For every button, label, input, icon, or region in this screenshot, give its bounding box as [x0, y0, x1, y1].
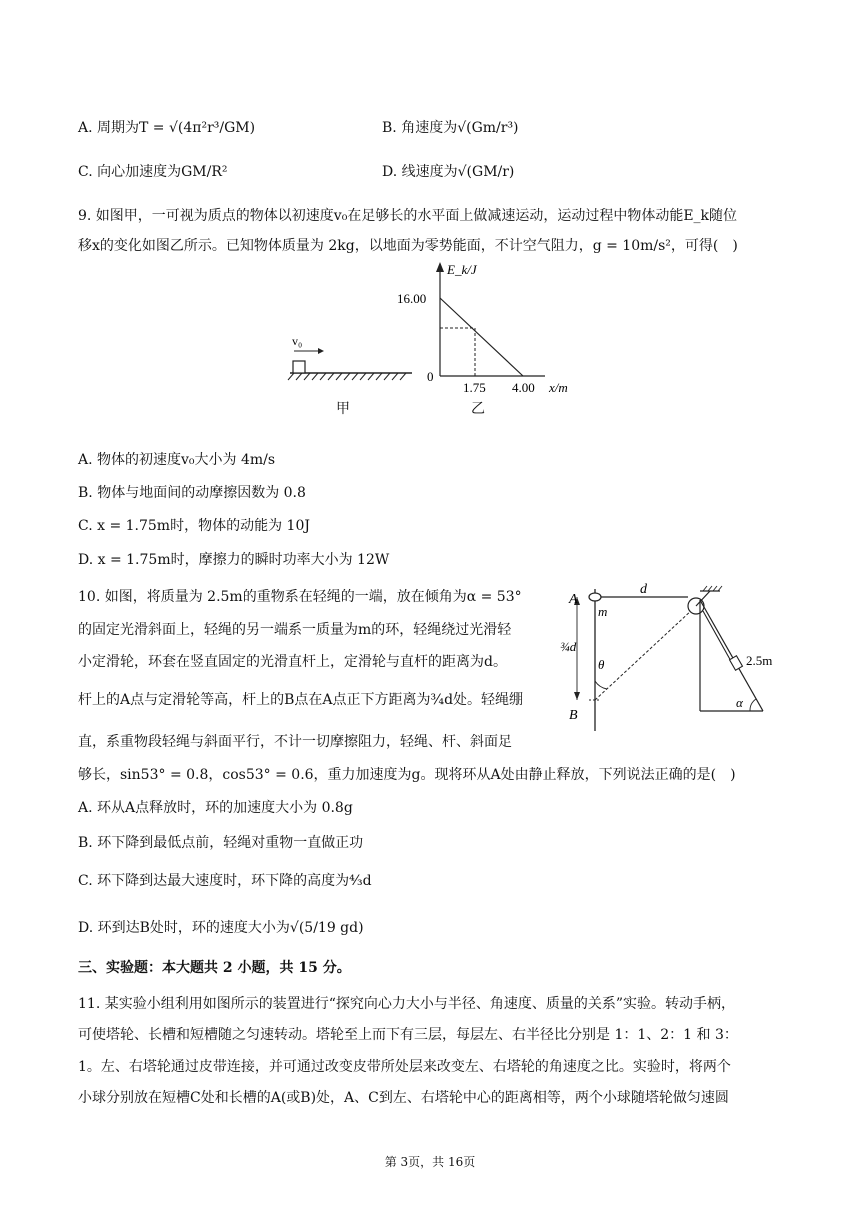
v0-label: v₀: [292, 334, 303, 348]
q11-line4: 小球分别放在短槽C处和长槽的A(或B)处，A、C到左、右塔轮中心的距离相等，两个小球随塔轮做匀速圆: [78, 1090, 729, 1106]
q10-stem-line3: 小定滑轮，环套在竖直固定的光滑直杆上，定滑轮与直杆的距离为d。: [78, 654, 507, 670]
q9-graph-yi: [395, 258, 605, 398]
q10-stem-line1: 10. 如图，将质量为 2.5m的重物系在轻绳的一端，放在倾角为α = 53°: [78, 589, 522, 605]
x-axis-label: x/m: [549, 380, 568, 395]
q10-option-a: A. 环从A点释放时，环的加速度大小为 0.8g: [78, 800, 353, 816]
q9-stem-line1: 9. 如图甲，一可视为质点的物体以初速度v₀在足够长的水平面上做减速运动，运动过程中物体动能E_k随位: [78, 208, 738, 224]
label-mass: 2.5m: [746, 653, 773, 668]
jia-caption: 乙: [280, 325, 281, 326]
x-tick-1-75: 1.75: [463, 380, 486, 395]
q10-stem-line2: 的固定光滑斜面上，轻绳的另一端系一质量为m的环，轻绳绕过光滑轻: [78, 622, 512, 638]
label-three-quarter-d: ¾d: [560, 639, 577, 654]
label-m: m: [598, 604, 608, 619]
q10-stem-line6: 够长，sin53° = 0.8，cos53° = 0.6，重力加速度为g。现将环从A处由静止释放，下列说法正确的是( ): [78, 767, 736, 783]
q9-option-b: B. 物体与地面间的动摩擦因数为 0.8: [78, 485, 306, 501]
page-footer: 第 3页，共 16页: [384, 1155, 476, 1169]
q11-line2: 可使塔轮、长槽和短槽随之匀速转动。塔轮至上而下有三层，每层左、右半径比分别是 1：1、2：1 和 3：: [78, 1027, 738, 1043]
label-theta: θ: [598, 657, 605, 672]
q8-option-d: D. 线速度为√(GM/r): [382, 164, 515, 180]
section-3-heading: 三、实验题：本大题共 2 小题，共 15 分。: [78, 960, 351, 976]
label-a: A: [569, 592, 578, 607]
label-b: B: [569, 708, 578, 723]
q10-option-d: D. 环到达B处时，环的速度大小为√(5/19 gd): [78, 920, 364, 936]
origin-label: 0: [427, 369, 434, 384]
q9-option-d: D. x = 1.75m时，摩擦力的瞬时功率大小为 12W: [78, 552, 390, 568]
fig-yi-label: 乙: [471, 401, 485, 417]
label-alpha: α: [736, 695, 743, 710]
block: [293, 361, 305, 373]
q10-figure: [560, 583, 790, 733]
q11-line1: 11. 某实验小组利用如图所示的装置进行“探究向心力大小与半径、角速度、质量的关系”实验。转动手柄，: [78, 996, 736, 1012]
q8-option-b: B. 角速度为√(Gm/r³): [382, 120, 519, 136]
q10-stem-line5: 直，系重物段轻绳与斜面平行，不计一切摩擦阻力，轻绳、杆、斜面足: [78, 734, 512, 750]
label-d: d: [640, 583, 647, 597]
q9-stem-line2: 移x的变化如图乙所示。已知物体质量为 2kg，以地面为零势能面，不计空气阻力，g = 10m/s²，可得( ): [78, 238, 738, 254]
y-axis-label: E_k/J: [447, 262, 477, 277]
q9-option-c: C. x = 1.75m时，物体的动能为 10J: [78, 518, 310, 534]
q8-option-a: A. 周期为T = √(4π²r³/GM): [78, 120, 256, 136]
q10-stem-line4: 杆上的A点与定滑轮等高，杆上的B点在A点正下方距离为¾d处。轻绳绷: [78, 692, 524, 708]
x-tick-4-00: 4.00: [512, 380, 535, 395]
q8-option-c: C. 向心加速度为GM/R²: [78, 164, 228, 180]
q10-option-c: C. 环下降到达最大速度时，环下降的高度为⁴⁄₃d: [78, 873, 372, 889]
y-tick-16: 16.00: [397, 291, 427, 306]
q10-option-b: B. 环下降到最低点前，轻绳对重物一直做正功: [78, 835, 364, 851]
q9-option-a: A. 物体的初速度v₀大小为 4m/s: [78, 452, 276, 468]
q11-line3: 1。左、右塔轮通过皮带连接，并可通过改变皮带所处层来改变左、右塔轮的角速度之比。实验时，将两个: [78, 1059, 731, 1075]
fig-jia-label: 甲: [336, 401, 350, 417]
